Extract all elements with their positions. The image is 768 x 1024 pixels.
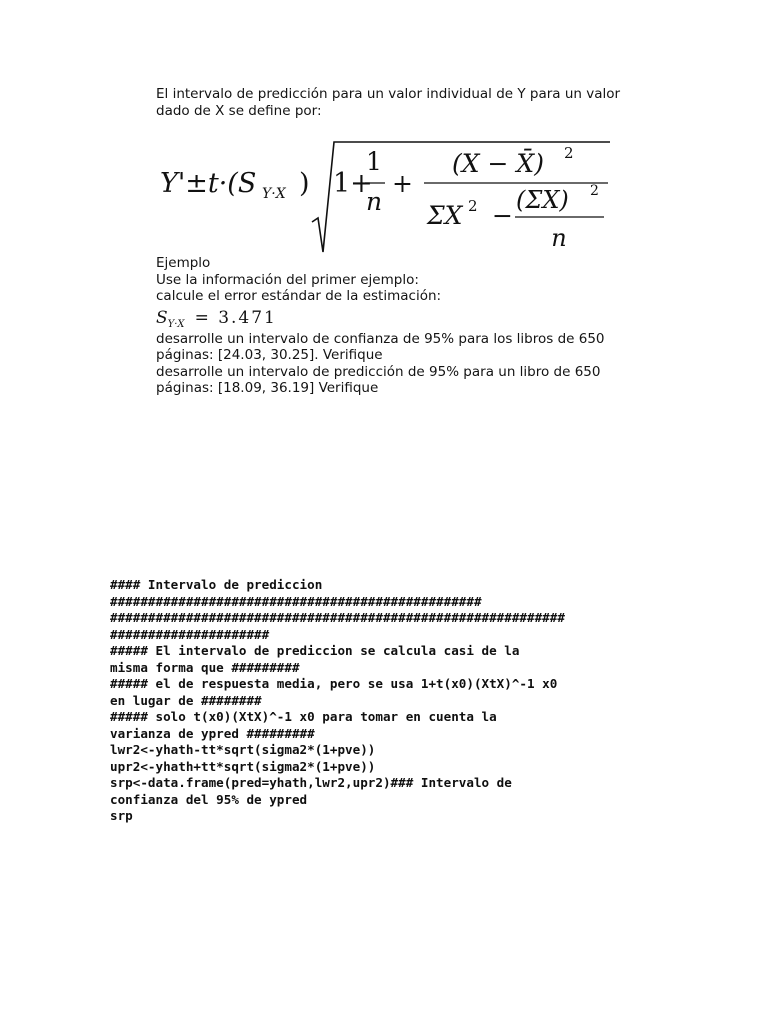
r-code-block [110, 577, 710, 825]
code-line: ##### el de respuesta media, pero se usa 1+t(x0)(XtX)^-1 x0 [110, 676, 558, 691]
formula-lead-sub: Y·X [262, 186, 286, 202]
intro-line-1: El intervalo de predicción para un valor individual de Y para un valor [156, 86, 621, 102]
formula-plus: + [392, 169, 413, 198]
syx-value: = 3.471 [194, 307, 277, 328]
code-line: srp [110, 808, 133, 823]
code-line: confianza del 95% de ypred [110, 791, 308, 807]
code-line: misma forma que ######### [110, 659, 300, 675]
formula-numerator: (X − X̄) [452, 149, 544, 178]
example-line-1: Use la información del primer ejemplo: [156, 271, 419, 288]
formula-lead-close: ) [299, 168, 310, 199]
standard-error-value [156, 305, 656, 331]
confidence-line-1: desarrolle un intervalo de confianza de 95% para los libros de 650 [156, 330, 605, 347]
code-line: ##### solo t(x0)(XtX)^-1 x0 para tomar en cuenta la [110, 709, 497, 724]
prediction-line-1: desarrolle un intervalo de predicción de 95% para un libro de 650 [156, 363, 601, 380]
formula-denominator-frac-num: (ΣX) [516, 186, 569, 214]
code-line: varianza de ypred ######### [110, 725, 315, 741]
formula-denominator-frac-sq: 2 [590, 183, 599, 199]
intro-paragraph [156, 86, 656, 119]
example-heading: Ejemplo [156, 255, 211, 271]
formula-numerator-sq: 2 [564, 144, 574, 162]
formula-denominator-sum: ΣX [427, 201, 463, 230]
code-line: ############################################################ [110, 610, 565, 625]
code-line: ################################################# [110, 593, 482, 609]
formula-lead: Y'±t·(S [160, 168, 257, 199]
prediction-line-2: páginas: [18.09, 36.19] Verifique [156, 380, 379, 396]
code-line: #### Intervalo de prediccion [110, 577, 323, 592]
formula-denominator-frac-den: n [551, 224, 567, 252]
formula-denominator-sq: 2 [468, 197, 478, 215]
formula-denominator-minus: − [492, 201, 513, 230]
code-line: en lugar de ######## [110, 692, 262, 708]
formula-one-plus: 1+ [333, 168, 373, 199]
example-line-2: calcule el error estándar de la estimación: [156, 288, 442, 304]
prediction-interval-formula [152, 134, 622, 259]
code-line: ##################### [110, 626, 270, 642]
intro-line-2: dado de X se define por: [156, 102, 322, 119]
example-section [156, 255, 656, 397]
formula-n: n [365, 187, 383, 216]
code-line: lwr2<-yhath-tt*sqrt(sigma2*(1+pve)) [110, 742, 376, 757]
formula-one: 1 [366, 147, 382, 176]
code-line: ##### El intervalo de prediccion se calcula casi de la [110, 643, 520, 658]
confidence-line-2: páginas: [24.03, 30.25]. Verifique [156, 347, 383, 363]
syx-symbol: S [156, 307, 168, 328]
syx-subscript: Y·X [167, 318, 185, 330]
code-line: srp<-data.frame(pred=yhath,lwr2,upr2)### Intervalo de [110, 775, 512, 790]
code-line: upr2<-yhath+tt*sqrt(sigma2*(1+pve)) [110, 758, 376, 774]
